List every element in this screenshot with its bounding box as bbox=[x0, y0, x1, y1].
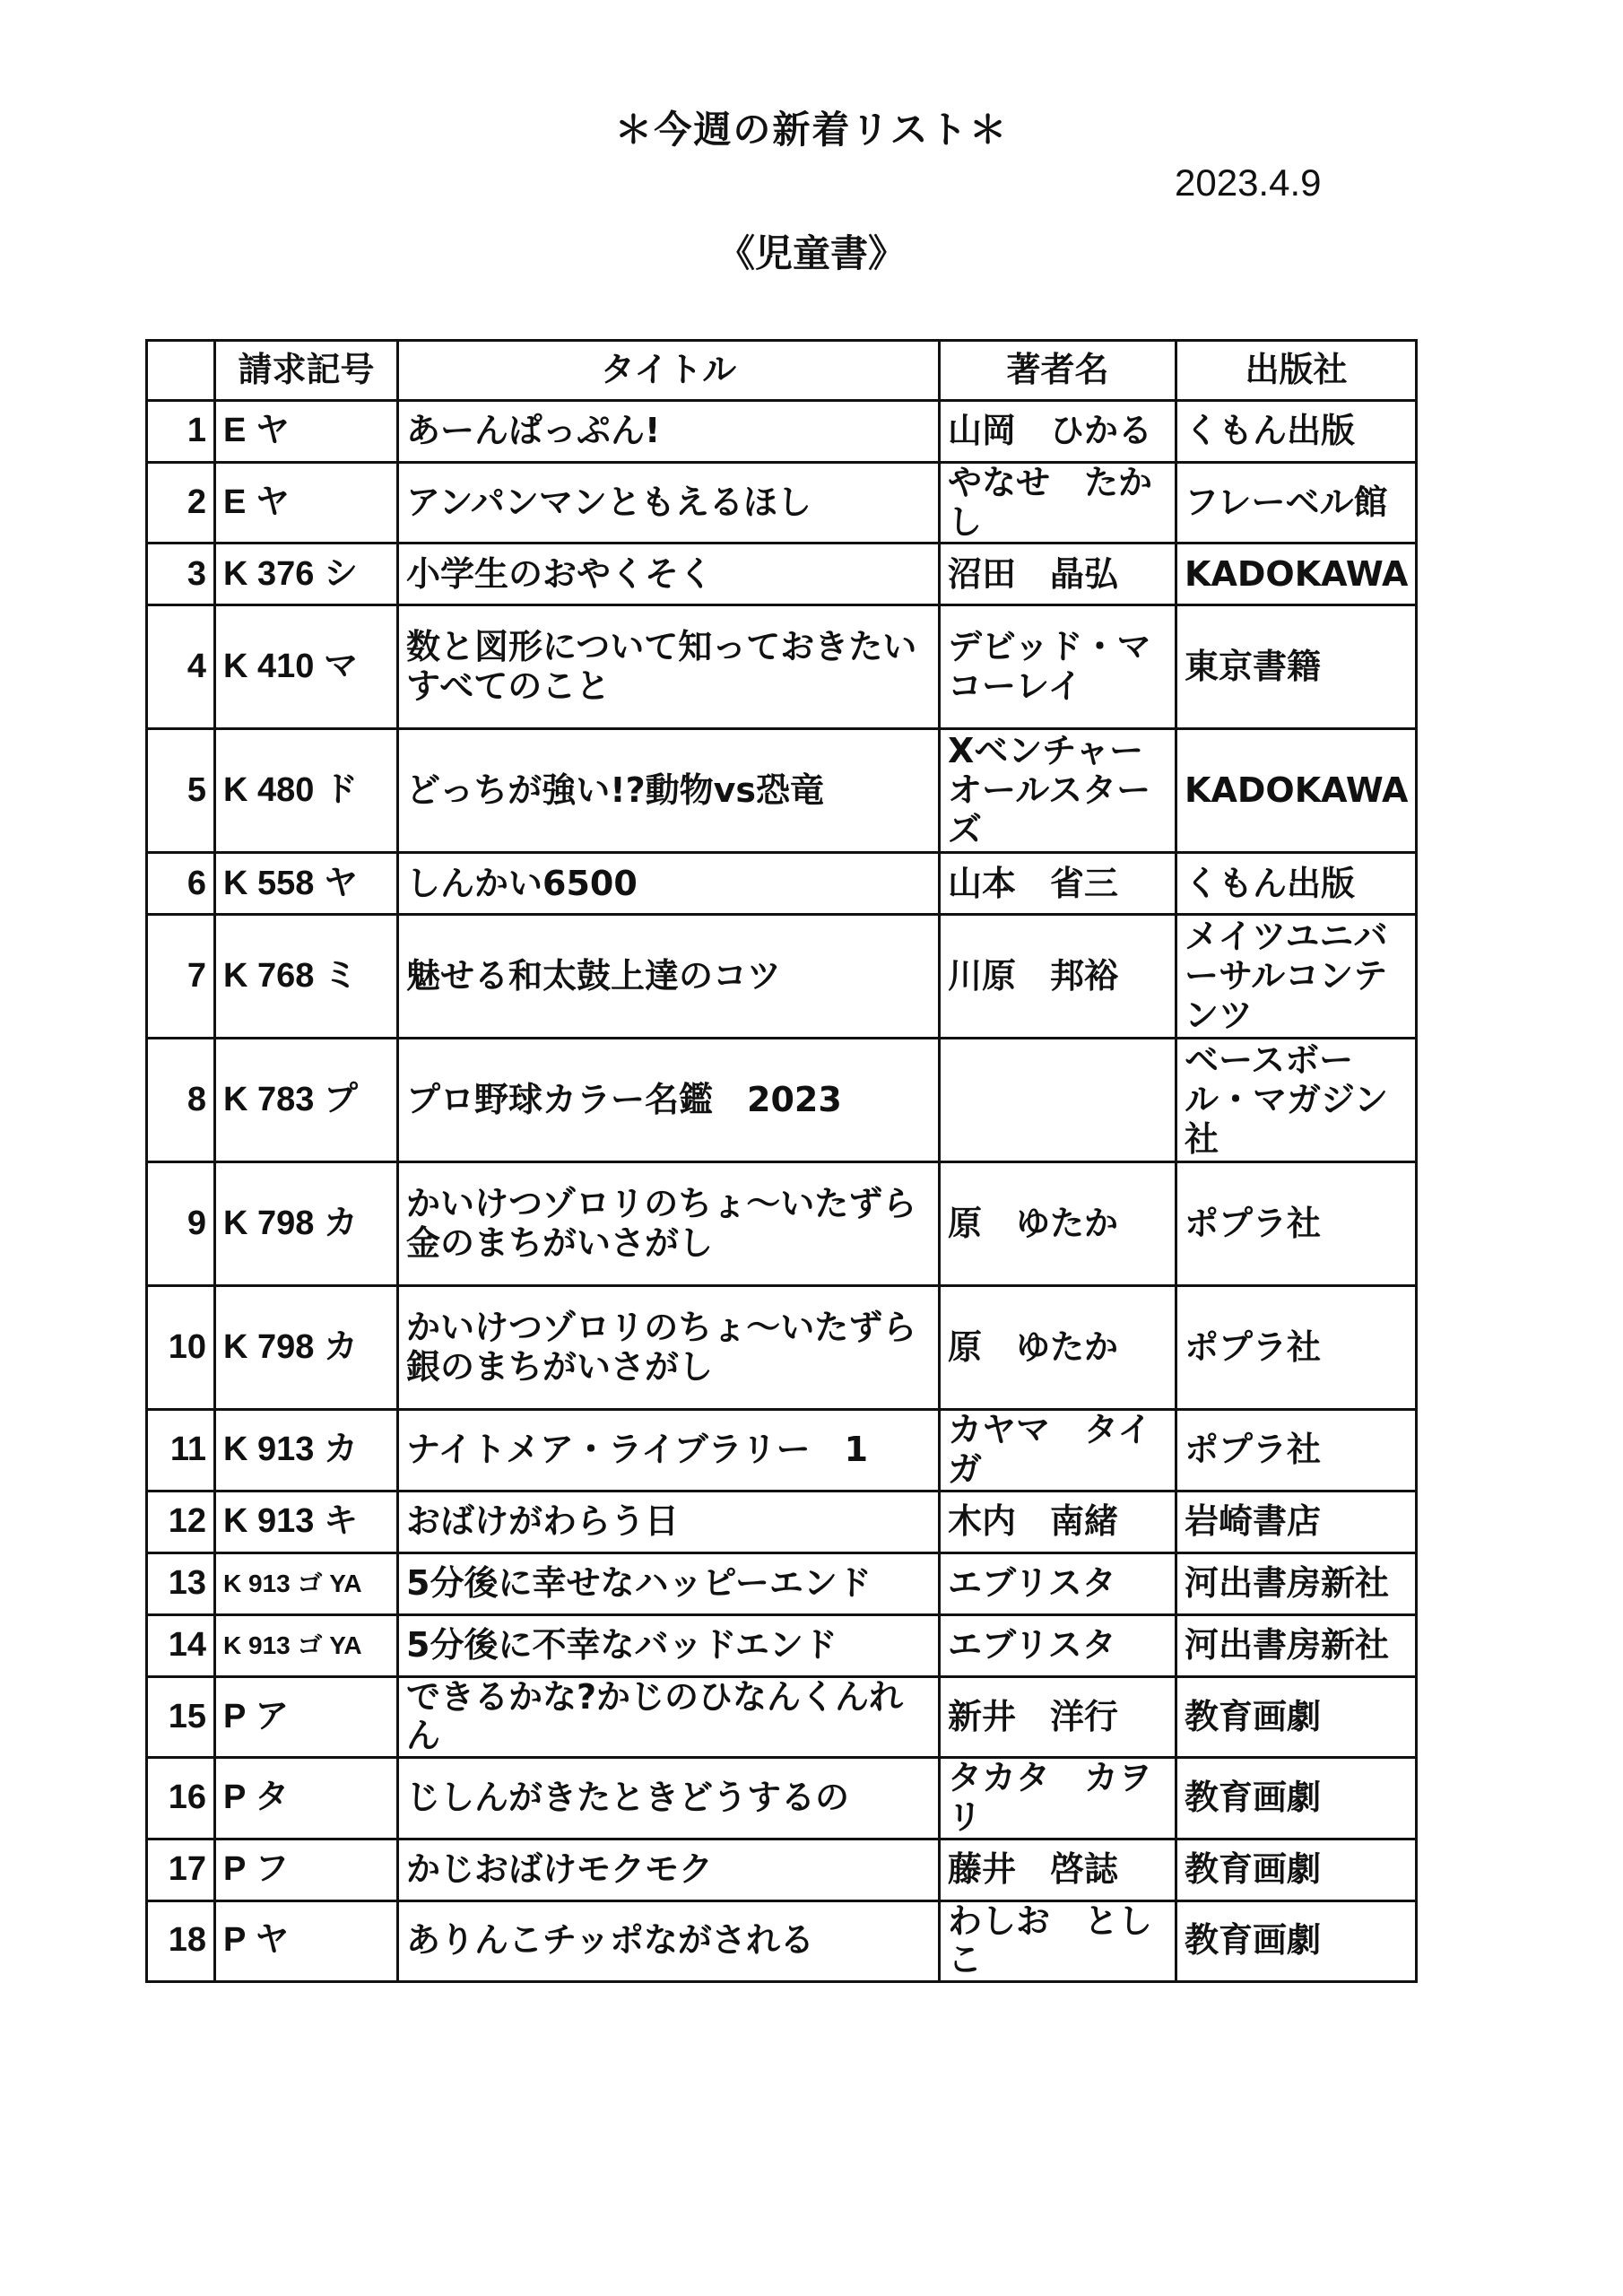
book-title: 魅せる和太鼓上達のコツ bbox=[398, 915, 940, 1039]
call-number: K 410 マ bbox=[215, 605, 398, 729]
table-row bbox=[147, 915, 1417, 1039]
book-title: 5分後に不幸なバッドエンド bbox=[398, 1614, 940, 1676]
book-title: ありんこチッポながされる bbox=[398, 1900, 940, 1981]
book-author: やなせ たかし bbox=[940, 463, 1176, 544]
book-publisher: ポプラ社 bbox=[1176, 1286, 1417, 1410]
row-number: 1 bbox=[147, 401, 215, 463]
row-number: 11 bbox=[147, 1410, 215, 1491]
row-number: 17 bbox=[147, 1839, 215, 1900]
table-row bbox=[147, 1286, 1417, 1410]
book-author: わしお としこ bbox=[940, 1900, 1176, 1981]
book-title: じしんがきたときどうするの bbox=[398, 1758, 940, 1839]
table-row bbox=[147, 463, 1417, 544]
table-row bbox=[147, 1900, 1417, 1981]
book-author: 原 ゆたか bbox=[940, 1286, 1176, 1410]
row-number: 7 bbox=[147, 915, 215, 1039]
book-publisher: 教育画劇 bbox=[1176, 1839, 1417, 1900]
book-title: 小学生のおやくそく bbox=[398, 544, 940, 605]
call-number: K 798 カ bbox=[215, 1162, 398, 1286]
book-publisher: 教育画劇 bbox=[1176, 1900, 1417, 1981]
table-row bbox=[147, 1552, 1417, 1614]
book-publisher: 河出書房新社 bbox=[1176, 1552, 1417, 1614]
list-date: 2023.4.9 bbox=[1175, 161, 1322, 204]
table-row bbox=[147, 544, 1417, 605]
table-row bbox=[147, 605, 1417, 729]
call-number: P フ bbox=[215, 1839, 398, 1900]
table-row bbox=[147, 1039, 1417, 1162]
row-number: 10 bbox=[147, 1286, 215, 1410]
col-header-no bbox=[147, 341, 215, 401]
book-publisher: 教育画劇 bbox=[1176, 1676, 1417, 1757]
row-number: 3 bbox=[147, 544, 215, 605]
book-author: エブリスタ bbox=[940, 1614, 1176, 1676]
category-heading: 《児童書》 bbox=[716, 231, 906, 275]
call-number: K 913 ゴ YA bbox=[215, 1614, 398, 1676]
book-publisher: ベースボール・マガジン社 bbox=[1176, 1039, 1417, 1162]
new-books-table bbox=[145, 339, 1418, 1983]
book-title: 5分後に幸せなハッピーエンド bbox=[398, 1552, 940, 1614]
row-number: 5 bbox=[147, 729, 215, 853]
call-number: K 783 プ bbox=[215, 1039, 398, 1162]
row-number: 8 bbox=[147, 1039, 215, 1162]
call-number: K 913 ゴ YA bbox=[215, 1552, 398, 1614]
book-author: 原 ゆたか bbox=[940, 1162, 1176, 1286]
book-title: ナイトメア・ライブラリー 1 bbox=[398, 1410, 940, 1491]
book-publisher: くもん出版 bbox=[1176, 853, 1417, 915]
book-author: カヤマ タイガ bbox=[940, 1410, 1176, 1491]
col-header-call-number: 請求記号 bbox=[215, 341, 398, 401]
book-author: 山本 省三 bbox=[940, 853, 1176, 915]
book-publisher: KADOKAWA bbox=[1176, 729, 1417, 853]
book-publisher: 岩崎書店 bbox=[1176, 1491, 1417, 1552]
book-author: 沼田 晶弘 bbox=[940, 544, 1176, 605]
call-number: K 913 カ bbox=[215, 1410, 398, 1491]
table-row bbox=[147, 401, 1417, 463]
table-row bbox=[147, 853, 1417, 915]
book-author: 山岡 ひかる bbox=[940, 401, 1176, 463]
table-header-row bbox=[147, 341, 1417, 401]
book-publisher: ポプラ社 bbox=[1176, 1162, 1417, 1286]
book-author: デビッド・マコーレイ bbox=[940, 605, 1176, 729]
book-title: プロ野球カラー名鑑 2023 bbox=[398, 1039, 940, 1162]
table-row bbox=[147, 1676, 1417, 1757]
call-number: K 480 ド bbox=[215, 729, 398, 853]
book-author: タカタ カヲリ bbox=[940, 1758, 1176, 1839]
row-number: 15 bbox=[147, 1676, 215, 1757]
book-publisher: フレーベル館 bbox=[1176, 463, 1417, 544]
call-number: K 768 ミ bbox=[215, 915, 398, 1039]
row-number: 12 bbox=[147, 1491, 215, 1552]
table-row bbox=[147, 1162, 1417, 1286]
call-number: P ヤ bbox=[215, 1900, 398, 1981]
row-number: 6 bbox=[147, 853, 215, 915]
book-title: できるかな?かじのひなんくんれん bbox=[398, 1676, 940, 1757]
call-number: K 558 ヤ bbox=[215, 853, 398, 915]
book-publisher: ポプラ社 bbox=[1176, 1410, 1417, 1491]
book-title: しんかい6500 bbox=[398, 853, 940, 915]
call-number: P タ bbox=[215, 1758, 398, 1839]
book-publisher: メイツユニバーサルコンテンツ bbox=[1176, 915, 1417, 1039]
book-author: 木内 南緒 bbox=[940, 1491, 1176, 1552]
book-title: かじおばけモクモク bbox=[398, 1839, 940, 1900]
table-row bbox=[147, 1410, 1417, 1491]
call-number: E ヤ bbox=[215, 401, 398, 463]
table-row bbox=[147, 729, 1417, 853]
col-header-author: 著者名 bbox=[940, 341, 1176, 401]
book-title: 数と図形について知っておきたいすべてのこと bbox=[398, 605, 940, 729]
book-title: あーんぱっぷん! bbox=[398, 401, 940, 463]
col-header-publisher: 出版社 bbox=[1176, 341, 1417, 401]
call-number: P ア bbox=[215, 1676, 398, 1757]
row-number: 4 bbox=[147, 605, 215, 729]
col-header-title: タイトル bbox=[398, 341, 940, 401]
book-author: 藤井 啓誌 bbox=[940, 1839, 1176, 1900]
book-publisher: 教育画劇 bbox=[1176, 1758, 1417, 1839]
book-title: かいけつゾロリのちょ～いたずら金のまちがいさがし bbox=[398, 1162, 940, 1286]
call-number: E ヤ bbox=[215, 463, 398, 544]
table-row bbox=[147, 1614, 1417, 1676]
row-number: 9 bbox=[147, 1162, 215, 1286]
row-number: 16 bbox=[147, 1758, 215, 1839]
row-number: 2 bbox=[147, 463, 215, 544]
book-publisher: くもん出版 bbox=[1176, 401, 1417, 463]
page-title: ＊今週の新着リスト＊ bbox=[614, 108, 1009, 152]
book-title: かいけつゾロリのちょ～いたずら銀のまちがいさがし bbox=[398, 1286, 940, 1410]
book-author: Xベンチャーオールスターズ bbox=[940, 729, 1176, 853]
row-number: 18 bbox=[147, 1900, 215, 1981]
call-number: K 798 カ bbox=[215, 1286, 398, 1410]
call-number: K 913 キ bbox=[215, 1491, 398, 1552]
row-number: 13 bbox=[147, 1552, 215, 1614]
book-publisher: 河出書房新社 bbox=[1176, 1614, 1417, 1676]
book-author: 新井 洋行 bbox=[940, 1676, 1176, 1757]
book-author bbox=[940, 1039, 1176, 1162]
book-title: アンパンマンともえるほし bbox=[398, 463, 940, 544]
row-number: 14 bbox=[147, 1614, 215, 1676]
book-publisher: KADOKAWA bbox=[1176, 544, 1417, 605]
book-author: 川原 邦裕 bbox=[940, 915, 1176, 1039]
table-row bbox=[147, 1758, 1417, 1839]
book-title: おばけがわらう日 bbox=[398, 1491, 940, 1552]
call-number: K 376 シ bbox=[215, 544, 398, 605]
table-row bbox=[147, 1491, 1417, 1552]
table-row bbox=[147, 1839, 1417, 1900]
book-author: エブリスタ bbox=[940, 1552, 1176, 1614]
book-publisher: 東京書籍 bbox=[1176, 605, 1417, 729]
book-title: どっちが強い!?動物vs恐竜 bbox=[398, 729, 940, 853]
